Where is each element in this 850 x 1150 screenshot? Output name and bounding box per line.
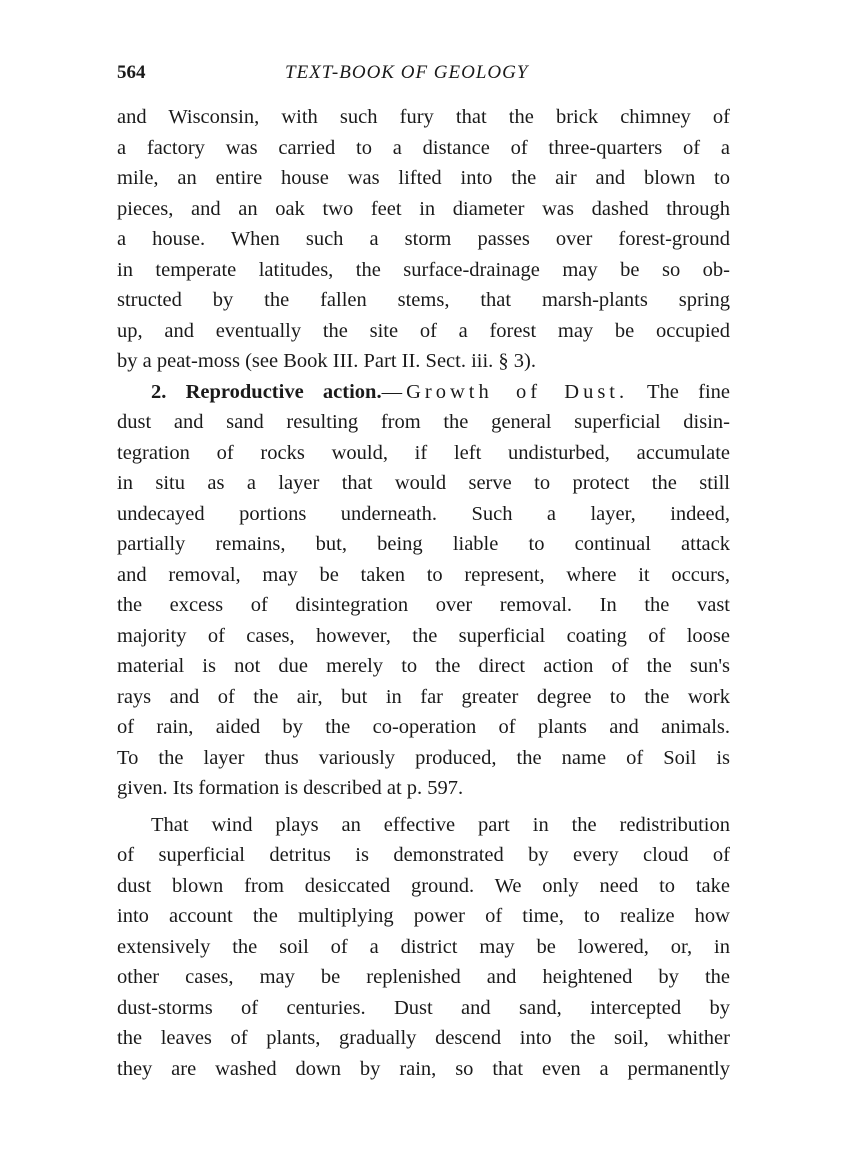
text-line: given. Its formation is described at p. 597. [117, 777, 464, 799]
text-line: the excess of disintegration over removal. In the vast [117, 594, 730, 616]
section-number: 2. [151, 380, 167, 403]
text-line: the leaves of plants, gradually descend into the soil, whither [117, 1027, 730, 1049]
text-line: up, and eventually the site of a forest may be occupied [117, 319, 730, 342]
text-line: a house. When such a storm passes over forest-ground [117, 228, 730, 250]
section-title: Reproductive action. [185, 380, 382, 403]
text-line: they are washed down by rain, so that even a permanently [117, 1057, 730, 1080]
page-number: 564 [117, 62, 146, 83]
text-line: dust-storms of centuries. Dust and sand, intercepted by [117, 996, 730, 1019]
text-line: dust blown from desiccated ground. We only need to take [117, 874, 730, 897]
book-page [117, 58, 730, 1084]
paragraph-2 [117, 377, 730, 804]
paragraph-1 [117, 102, 730, 377]
page-header [117, 58, 730, 92]
text-line: To the layer thus variously produced, the name of Soil is [117, 746, 730, 769]
body-text [117, 102, 730, 1084]
text-line: of superficial detritus is demonstrated by every cloud of [117, 844, 730, 866]
text-line: dust and sand resulting from the general superficial disin- [117, 411, 730, 433]
paragraph-3 [117, 810, 730, 1085]
running-title: TEXT-BOOK OF GEOLOGY [285, 62, 529, 83]
text-line: material is not due merely to the direct action of the sun's [117, 655, 730, 677]
text-line: rays and of the air, but in far greater degree to the work [117, 685, 730, 708]
text-line: and Wisconsin, with such fury that the brick chimney of [117, 106, 730, 128]
text-line: extensively the soil of a district may be lowered, or, in [117, 935, 730, 958]
text-line: in temperate latitudes, the surface-drainage may be so ob- [117, 258, 730, 281]
text-line: structed by the fallen stems, that marsh-plants spring [117, 289, 730, 311]
text-line: pieces, and an oak two feet in diameter was dashed through [117, 197, 730, 220]
text-line: tegration of rocks would, if left undisturbed, accumulate [117, 441, 730, 464]
text-line: into account the multiplying power of time, to realize how [117, 905, 730, 927]
text-line: a factory was carried to a distance of three-quarters of a [117, 136, 730, 159]
text-line: in situ as a layer that would serve to protect the still [117, 472, 730, 494]
text-line: partially remains, but, being liable to continual attack [117, 533, 730, 555]
section-subheading: —Growth of Dust. [381, 380, 629, 403]
text-line: other cases, may be replenished and heightened by the [117, 966, 730, 988]
text-line: undecayed portions underneath. Such a layer, indeed, [117, 502, 730, 525]
text-line: of rain, aided by the co-operation of plants and animals. [117, 716, 730, 738]
text-line: by a peat-moss (see Book III. Part II. Sect. iii. § 3). [117, 350, 537, 372]
text-line: and removal, may be taken to represent, where it occurs, [117, 563, 730, 586]
text-line: That wind plays an effective part in the redistribution [151, 813, 730, 836]
text-line: majority of cases, however, the superficial coating of loose [117, 624, 730, 647]
text-line: mile, an entire house was lifted into the air and blown to [117, 167, 730, 189]
section-heading-line [117, 377, 730, 408]
text-line-continuation: The fine [647, 380, 731, 403]
